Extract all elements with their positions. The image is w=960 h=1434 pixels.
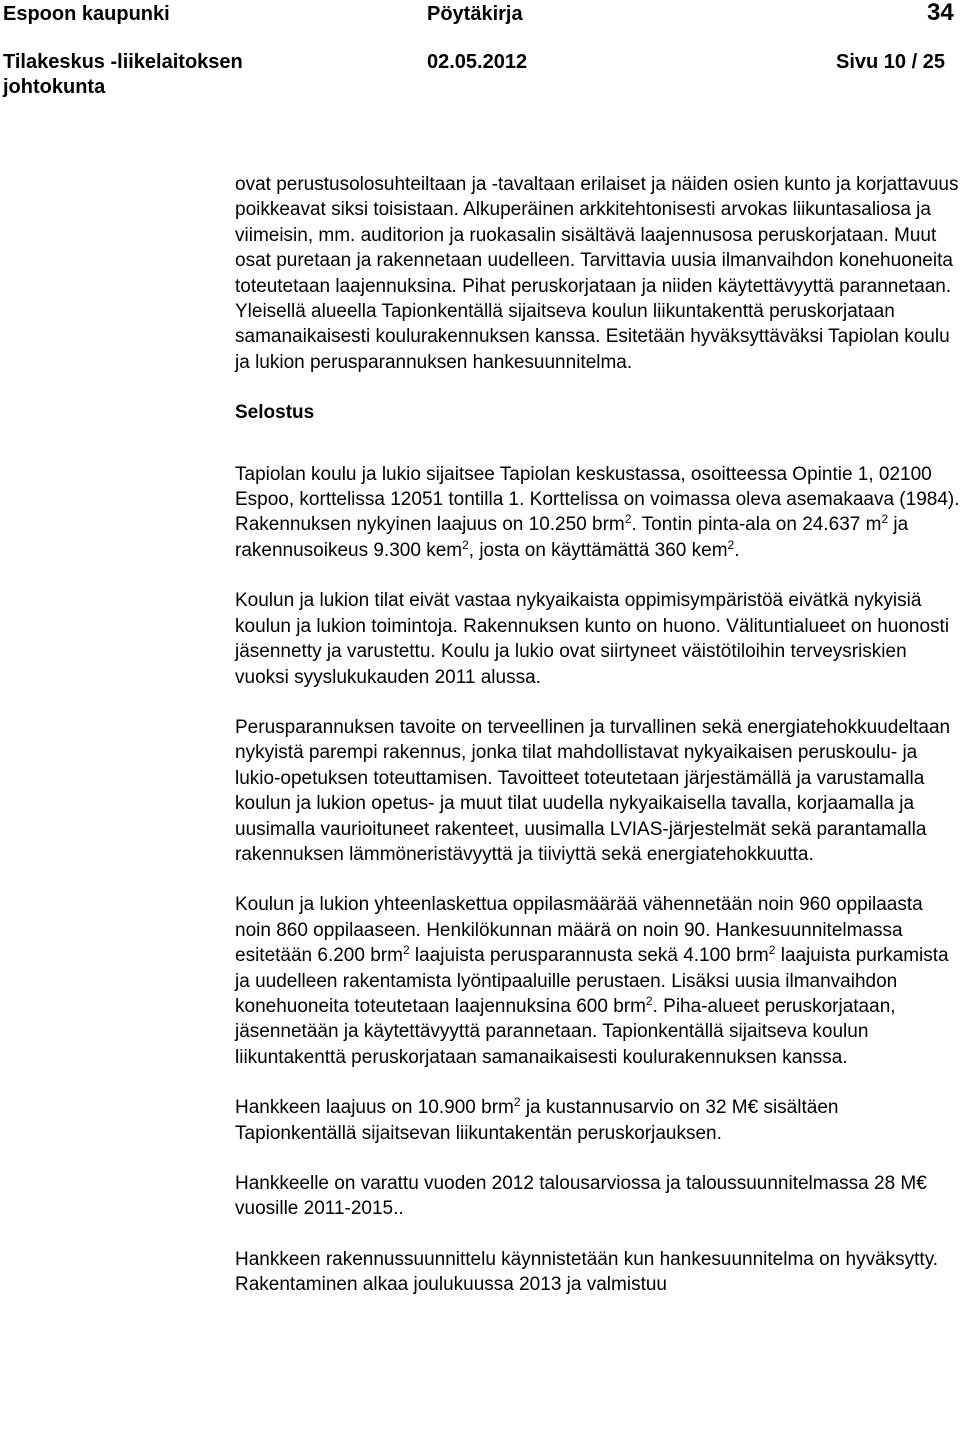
- superscript: 2: [513, 1095, 521, 1110]
- paragraph-condition: Koulun ja lukion tilat eivät vastaa nykyaikaista oppimisympäristöä eivätkä nykyisiä koulun ja lukion toimintoja. Rakennuksen kunto on huono. Välituntialueet on huonosti jäsennetty ja varustettu. Koulu ja lukio ovat siirtyneet väistötiloihin terveysriskien vuoksi syyslukukauden 2011 alussa.: [235, 590, 950, 688]
- superscript: 2: [727, 537, 735, 552]
- paragraph-site-text: Tapiolan koulu ja lukio sijaitsee Tapiolan keskustassa, osoitteessa Opintie 1, 02100 Espoo, korttelissa 12051 tontilla 1. Korttelissa on voimassa oleva asemakaava (1984). Rakennuksen nykyinen laajuus on 10.250 brm: [235, 463, 960, 536]
- superscript: 2: [624, 512, 632, 527]
- paragraph-schedule: Hankkeen rakennussuunnittelu käynnistetään kun hankesuunnitelma on hyväksytty. Rakentaminen alkaa joulukuussa 2013 ja valmistuu: [235, 1248, 939, 1296]
- paragraph-goals: Perusparannuksen tavoite on terveellinen ja turvallinen sekä energiatehokkuudeltaan nykyistä parempi rakennus, jonka tilat mahdollistavat nykyaikaisen peruskoulu- ja lukio-opetuksen toteuttamisen. Tavoitteet toteutetaan järjestämällä ja varustamalla koulun ja lukion opetus- ja muut tilat uudella nykyaikaisella tavalla, korjaamalla ja uusimalla vaurioituneet rakenteet, uusimalla LVIAS-järjestelmät sekä parantamalla rakennuksen lämmöneristävyyttä ja tiiviyttä sekä energiatehokkuutta.: [235, 716, 951, 865]
- paragraph-scope-text: Koulun ja lukion yhteenlaskettua oppilasmäärää vähennetään noin 960 oppilaasta noin 860 oppilaaseen. Henkilökunnan määrä on noin 90. Hankesuunnitelmassa esitetään 6.200 brm: [235, 894, 923, 967]
- paragraph-scope-text: laajuista purkamista ja uudelleen rakentamista lyöntipaaluille perustaen. Lisäksi uusia ilmanvaihdon konehuoneita toteutetaan laajennuksina 600 brm: [235, 945, 949, 1017]
- superscript: 2: [645, 993, 653, 1008]
- paragraph-site-text: ja rakennusoikeus 9.300 kem: [235, 514, 909, 561]
- paragraph-site-text: .: [734, 539, 740, 561]
- paragraph-budget: Hankkeelle on varattu vuoden 2012 talousarviossa ja taloussuunnitelmassa 28 M€ vuosille 2011-2015..: [235, 1173, 927, 1220]
- paragraph-cost-text: ja kustannusarvio on 32 M€ sisältäen Tapionkentällä sijaitsevan liikuntakentän peruskorjauksen.: [235, 1097, 839, 1144]
- header-body-line1: Tilakeskus -liikelaitoksen: [3, 51, 243, 73]
- paragraph-scope: [235, 892, 960, 1070]
- paragraph-site-text: , josta on käyttämättä 360 kem: [468, 539, 728, 561]
- intro-paragraph: ovat perustusolosuhteiltaan ja -tavaltaan erilaiset ja näiden osien kunto ja korjattavuus poikkeavat siksi toisistaan. Alkuperäinen arkkitehtonisesti arvokas liikuntasaliosa ja viimeisin, mm. auditorion ja ruokasalin sisältävä laajennusosa peruskorjataan. Muut osat puretaan ja rakennetaan uudelleen. Tarvittavia uusia ilmanvaihdon konehuoneita toteutetaan laajennuksina. Pihat peruskorjataan ja niiden käytettävyyttä parannetaan. Yleisellä alueella Tapionkentällä sijaitseva koulun liikuntakenttä peruskorjataan samanaikaisesti koulurakennuksen kanssa. Esitetään hyväksyttäväksi Tapiolan koulu ja lukion perusparannuksen hankesuunnitelma.: [235, 174, 959, 373]
- header-doc-type: Pöytäkirja: [427, 3, 523, 25]
- paragraph-site: [235, 462, 960, 564]
- paragraph-scope-text: laajuista perusparannusta sekä 4.100 brm: [409, 945, 769, 967]
- paragraph-scope-text: . Piha-alueet peruskorjataan, jäsennetään ja käytettävyyttä parannetaan. Tapionkentällä sijaitseva koulun liikuntakenttä peruskorjataan samanaikaisesti koulurakennuksen kanssa.: [235, 995, 896, 1068]
- header-page-label: Sivu 10 / 25: [836, 51, 945, 73]
- paragraph-site-text: . Tontin pinta-ala on 24.637 m: [631, 514, 882, 536]
- header-date: 02.05.2012: [427, 51, 528, 73]
- document-body: [235, 172, 960, 1298]
- header-page-number: 34: [927, 0, 954, 26]
- superscript: 2: [402, 943, 410, 958]
- section-heading: Selostus: [235, 402, 315, 424]
- header-body-line2: johtokunta: [3, 76, 106, 98]
- paragraph-cost: [235, 1095, 960, 1146]
- superscript: 2: [881, 512, 889, 527]
- header-org: Espoon kaupunki: [3, 3, 170, 25]
- superscript: 2: [768, 943, 776, 958]
- paragraph-cost-text: Hankkeen laajuus on 10.900 brm: [235, 1097, 514, 1119]
- superscript: 2: [462, 537, 469, 552]
